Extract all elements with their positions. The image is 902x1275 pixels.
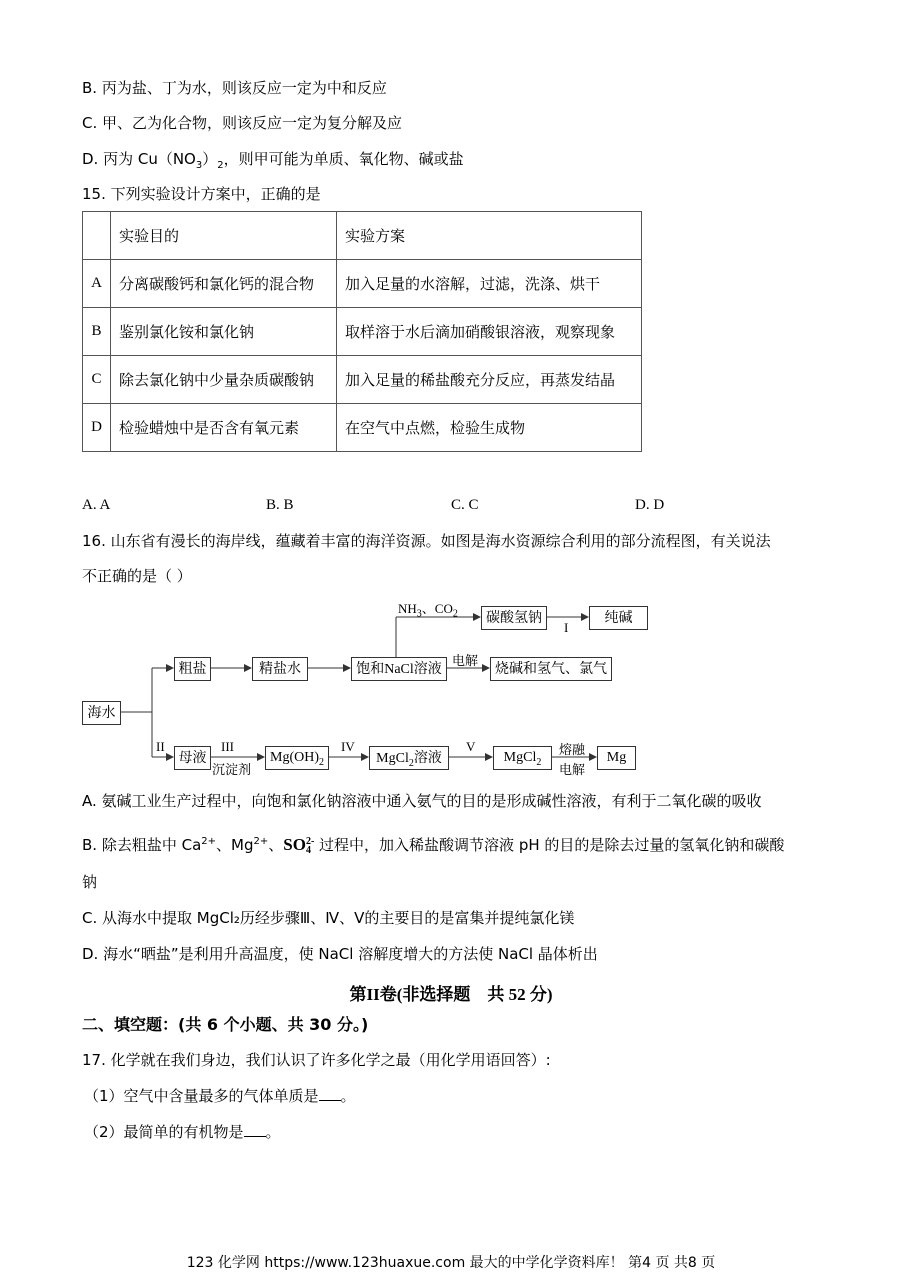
flow-label-precipitant: 沉淀剂 [212, 763, 252, 778]
row-goal: 分离碳酸钙和氯化钙的混合物 [111, 260, 337, 308]
row-key: D [83, 404, 111, 452]
q17-stem: 17. 化学就在我们身边，我们认识了许多化学之最（用化学用语回答）: [82, 1051, 551, 1069]
q14-option-b: B. 丙为盐、丁为水，则该反应一定为中和反应 [82, 79, 387, 97]
flow-label-iii: III [221, 739, 234, 754]
flow-brine: 精盐水 [252, 657, 308, 681]
flow-label-electrolysis: 电解 [452, 654, 479, 669]
flow-label-i: I [564, 620, 569, 635]
q16-option-a: A. 氨碱工业生产过程中，向饱和氯化钠溶液中通入氨气的目的是形成碱性溶液，有利于二氧化碳的吸收 [82, 792, 762, 810]
flow-nahco3: 碳酸氢钠 [481, 606, 547, 630]
table-header-plan: 实验方案 [337, 212, 642, 260]
q14-option-d: D. 丙为 $Cu(NO_3)_2$，则甲可能为单质、氧化物、碱或盐 [82, 150, 464, 171]
flow-label-ii: II [156, 739, 165, 754]
row-plan: 在空气中点燃，检验生成物 [337, 404, 642, 452]
row-plan: 加入足量的水溶解，过滤，洗涤、烘干 [337, 260, 642, 308]
row-plan: 取样溶于水后滴加硝酸银溶液，观察现象 [337, 308, 642, 356]
row-key: C [83, 356, 111, 404]
row-plan: 加入足量的稀盐酸充分反应，再蒸发结晶 [337, 356, 642, 404]
q15-option-d: D. D [635, 497, 665, 513]
flow-label-molten: 熔融 [559, 743, 586, 758]
q15-option-c: C. C [451, 497, 479, 513]
flow-mgcl2-solution: MgCl$_2$溶液 [369, 746, 449, 770]
answer-blank[interactable] [244, 1122, 266, 1137]
table-header-goal: 实验目的 [111, 212, 337, 260]
row-key: B [83, 308, 111, 356]
q17-sub1: （1）空气中含量最多的气体单质是 。 [84, 1087, 356, 1105]
flow-label-nh3-co2: $NH_3$、$CO_2$ [398, 601, 458, 620]
q15-option-a: A. A [82, 497, 111, 513]
flow-naoh-products: 烧碱和氢气、氯气 [490, 657, 612, 681]
flow-label-iv: IV [341, 739, 355, 754]
flow-mgoh2: $Mg(OH)_2$ [265, 746, 329, 770]
row-goal: 检验蜡烛中是否含有氧元素 [111, 404, 337, 452]
flow-seawater: 海水 [82, 701, 121, 725]
flow-saturated-nacl: 饱和NaCl溶液 [351, 657, 447, 681]
q14-option-c: C. 甲、乙为化合物，则该反应一定为复分解及应 [82, 114, 403, 132]
flow-mother-liquor: 母液 [174, 746, 211, 770]
q16-option-b: B. 除去粗盐中 $Ca^{2+}$、$Mg^{2+}$、SO 2- 4 过程中，加入稀盐酸调节溶液 pH 的目的是除去过量的氢氧化钠和碳酸 [82, 835, 785, 857]
row-key: A [83, 260, 111, 308]
sulfate-formula: SO 2- 4 [283, 835, 315, 857]
flow-mgcl2: MgCl$_2$ [493, 746, 552, 770]
q16-option-d: D. 海水“晒盐”是利用升高温度，使 NaCl 溶解度增大的方法使 NaCl 晶体析出 [82, 945, 598, 963]
row-goal: 鉴别氯化铵和氯化钠 [111, 308, 337, 356]
flow-soda: 纯碱 [589, 606, 648, 630]
q16-stem-line2: 不正确的是（ ） [82, 567, 192, 585]
flow-label-electrolysis-2: 电解 [559, 763, 586, 778]
flow-label-v: V [466, 739, 476, 754]
q16-stem-line1: 16. 山东省有漫长的海岸线，蕴藏着丰富的海洋资源。如图是海水资源综合利用的部分流程图，有关说法 [82, 532, 771, 550]
q17-sub2: （2）最简单的有机物是 。 [84, 1123, 281, 1141]
answer-blank[interactable] [319, 1086, 341, 1101]
row-goal: 除去氯化钠中少量杂质碳酸钠 [111, 356, 337, 404]
page-footer: 123 化学网 https://www.123huaxue.com 最大的中学化学资料库！ 第4 页 共8 页 [186, 1255, 716, 1271]
part-heading: 二、填空题：(共 6 个小题、共 30 分。) [82, 1015, 369, 1034]
q16-option-c: C. 从海水中提取 MgCl₂历经步骤Ⅲ、Ⅳ、Ⅴ的主要目的是富集并提纯氯化镁 [82, 909, 575, 927]
q15-option-b: B. B [266, 497, 294, 513]
flow-crude-salt: 粗盐 [174, 657, 211, 681]
flow-mg: Mg [597, 746, 636, 770]
section-title: 第II卷(非选择题 共 52 分) [349, 985, 553, 1004]
q15-stem: 15. 下列实验设计方案中，正确的是 [82, 185, 321, 203]
q16-option-b-cont: 钠 [82, 873, 98, 891]
